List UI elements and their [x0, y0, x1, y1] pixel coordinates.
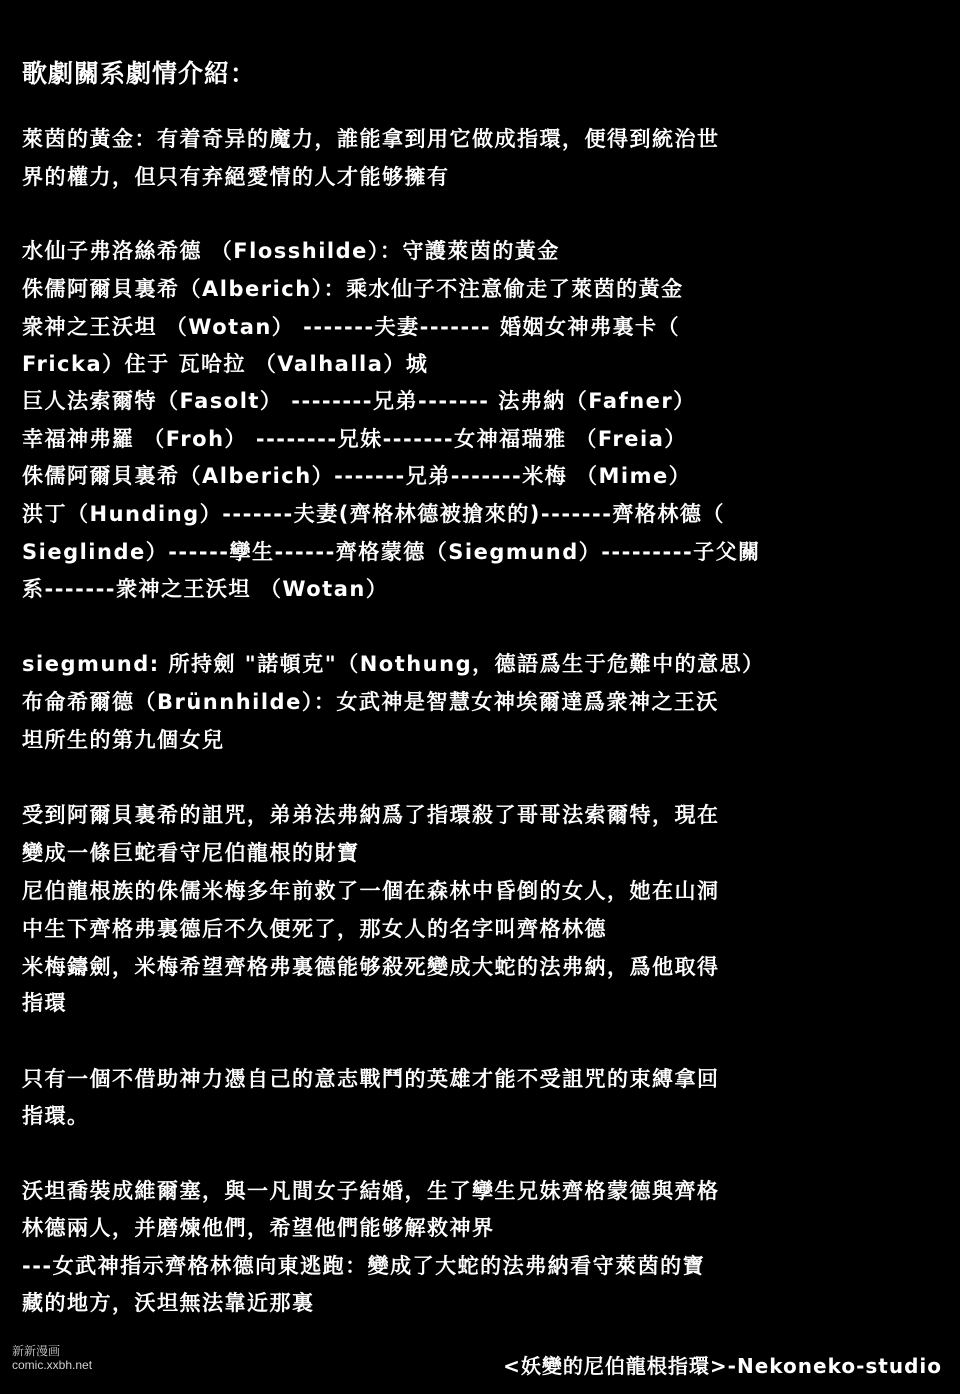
text-line: 布侖希爾德（Brünnhilde）：女武神是智慧女神埃爾達爲衆神之王沃	[22, 690, 719, 714]
text-line: 中生下齊格弗裏德后不久便死了，那女人的名字叫齊格林德	[22, 917, 607, 941]
text-line: 洪丁（Hunding）-------夫妻(齊格林德被搶來的)-------齊格林德（	[22, 502, 725, 526]
text-line: 指環	[22, 991, 67, 1015]
page-title: 歌劇關系劇情介紹：	[22, 59, 257, 88]
site-watermark	[12, 1344, 92, 1372]
text-line: 指環。	[22, 1104, 90, 1128]
text-line: 林德兩人，并磨煉他們，希望他們能够解救神界	[22, 1216, 495, 1240]
text-line: 尼伯龍根族的侏儒米梅多年前救了一個在森林中昏倒的女人，她在山洞	[22, 879, 720, 903]
text-line: 萊茵的黃金：有着奇异的魔力，誰能拿到用它做成指環，便得到統治世	[22, 127, 720, 151]
text-line: 水仙子弗洛絲希德 （Flosshilde）：守護萊茵的黃金	[22, 239, 560, 263]
text-line: 只有一個不借助神力憑自己的意志戰鬥的英雄才能不受詛咒的束縛拿回	[22, 1067, 720, 1091]
text-line: 界的權力，但只有弃絕愛情的人才能够擁有	[22, 165, 450, 189]
text-line: 侏儒阿爾貝裏希（Alberich）-------兄弟-------米梅 （Mime）	[22, 464, 692, 488]
text-line: Fricka）住于 瓦哈拉 （Valhalla）城	[22, 352, 429, 376]
text-line: 巨人法索爾特（Fasolt） --------兄弟------- 法弗納（Fafner）	[22, 389, 696, 413]
text-line: 幸福神弗羅 （Froh） --------兄妹-------女神福瑞雅 （Freia）	[22, 427, 687, 451]
watermark-line-1: 新新漫画	[12, 1344, 61, 1358]
text-line: 侏儒阿爾貝裏希（Alberich）：乘水仙子不注意偷走了萊茵的黃金	[22, 277, 684, 301]
text-line: 坦所生的第九個女兒	[22, 728, 225, 752]
text-line: 變成一條巨蛇看守尼伯龍根的財寶	[22, 841, 360, 865]
text-line: ---女武神指示齊格林德向東逃跑：變成了大蛇的法弗納看守萊茵的寶	[22, 1254, 706, 1278]
watermark-line-2: comic.xxbh.net	[12, 1358, 93, 1372]
text-line: 米梅鑄劍，米梅希望齊格弗裏德能够殺死變成大蛇的法弗納，爲他取得	[22, 955, 720, 979]
text-line: Sieglinde）------孿生------齊格蒙德（Siegmund）---------子父關	[22, 540, 761, 564]
text-line: 受到阿爾貝裏希的詛咒，弟弟法弗納爲了指環殺了哥哥法索爾特，現在	[22, 803, 720, 827]
text-line: siegmund: 所持劍 "諾頓克"（Nothung，德語爲生于危難中的意思）	[22, 652, 765, 676]
text-line: 藏的地方，沃坦無法靠近那裏	[22, 1291, 315, 1315]
text-line: 沃坦喬裝成維爾塞，與一凡間女子結婚，生了孿生兄妹齊格蒙德與齊格	[22, 1179, 720, 1203]
text-line: 衆神之王沃坦 （Wotan） -------夫妻------- 婚姻女神弗裏卡（	[22, 315, 680, 339]
text-line: 系-------衆神之王沃坦 （Wotan）	[22, 577, 389, 601]
credit-signature: <妖變的尼伯龍根指環>-Nekoneko-studio	[503, 1354, 942, 1378]
